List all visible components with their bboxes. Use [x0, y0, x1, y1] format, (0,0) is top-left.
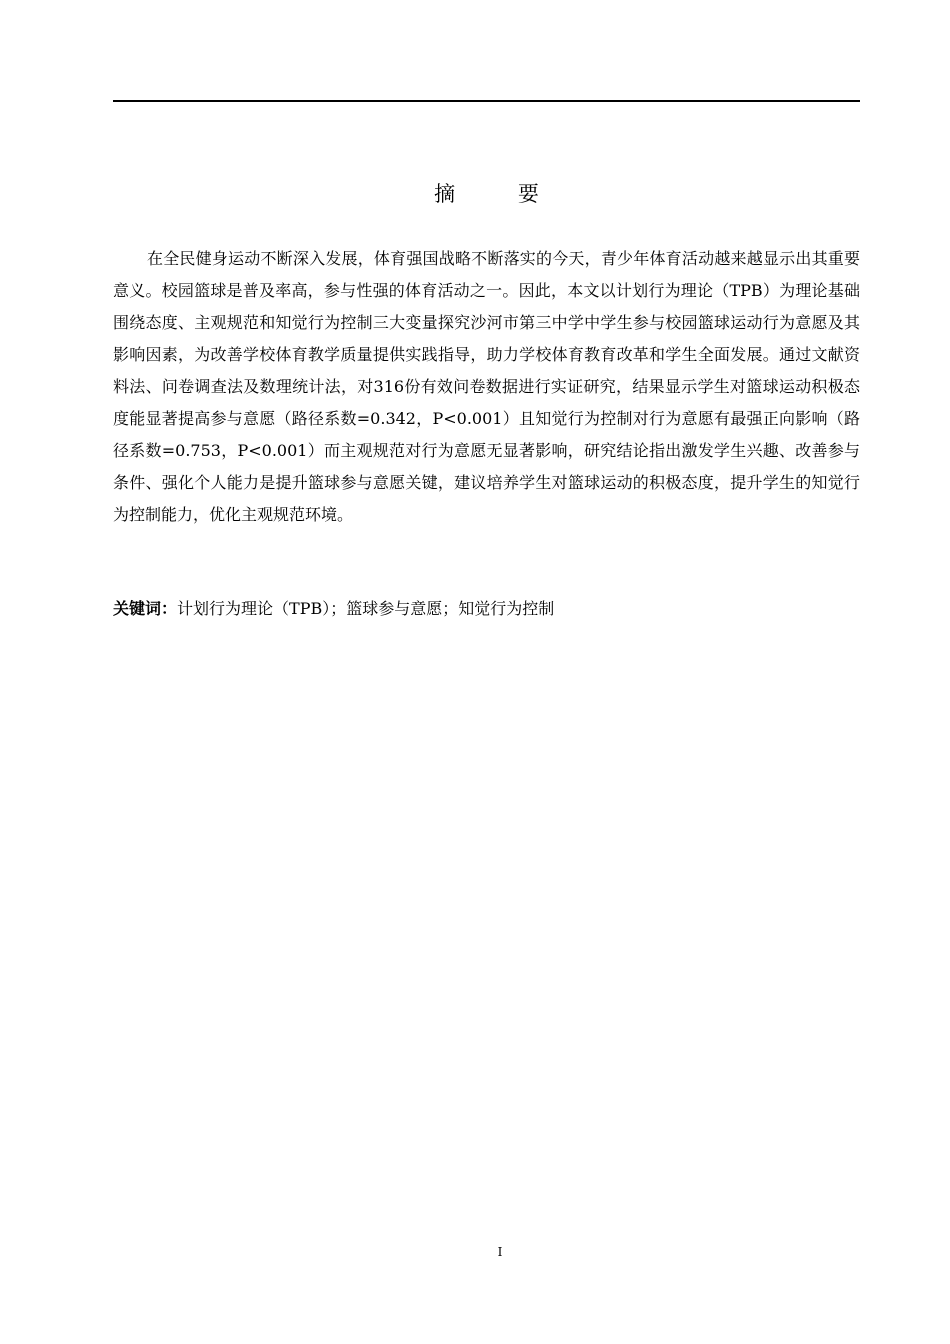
page-number: I — [497, 1245, 503, 1259]
keywords-text: 计划行为理论（TPB）；篮球参与意愿；知觉行为控制 — [177, 599, 555, 618]
abstract-title: 摘 要 — [434, 182, 567, 206]
abstract-body: 在全民健身运动不断深入发展，体育强国战略不断落实的今天，青少年体育活动越来越显示出其重要意义。校园篮球是普及率高，参与性强的体育活动之一。因此，本文以计划行为理论（TPB）为理论基础围绕态度、主观规范和知觉行为控制三大变量探究沙河市第三中学中学生参与校园篮球运动行为意愿及其影响因素，为改善学校体育教学质量提供实践指导，助力学校体育教育改革和学生全面发展。通过文献资料法、问卷调查法及数理统计法，对316份有效问卷数据进行实证研究，结果显示学生对篮球运动积极态度能显著提高参与意愿（路径系数=0.342，P<0.001）且知觉行为控制对行为意愿有最强正向影响（路径系数=0.753，P<0.001）而主观规范对行为意愿无显著影响，研究结论指出激发学生兴趣、改善参与条件、强化个人能力是提升篮球参与意愿关键，建议培养学生对篮球运动的积极态度，提升学生的知觉行为控制能力，优化主观规范环境。 — [113, 249, 860, 524]
keywords-label: 关键词： — [113, 599, 178, 618]
keywords-line — [113, 593, 860, 625]
header-rule — [113, 100, 860, 102]
